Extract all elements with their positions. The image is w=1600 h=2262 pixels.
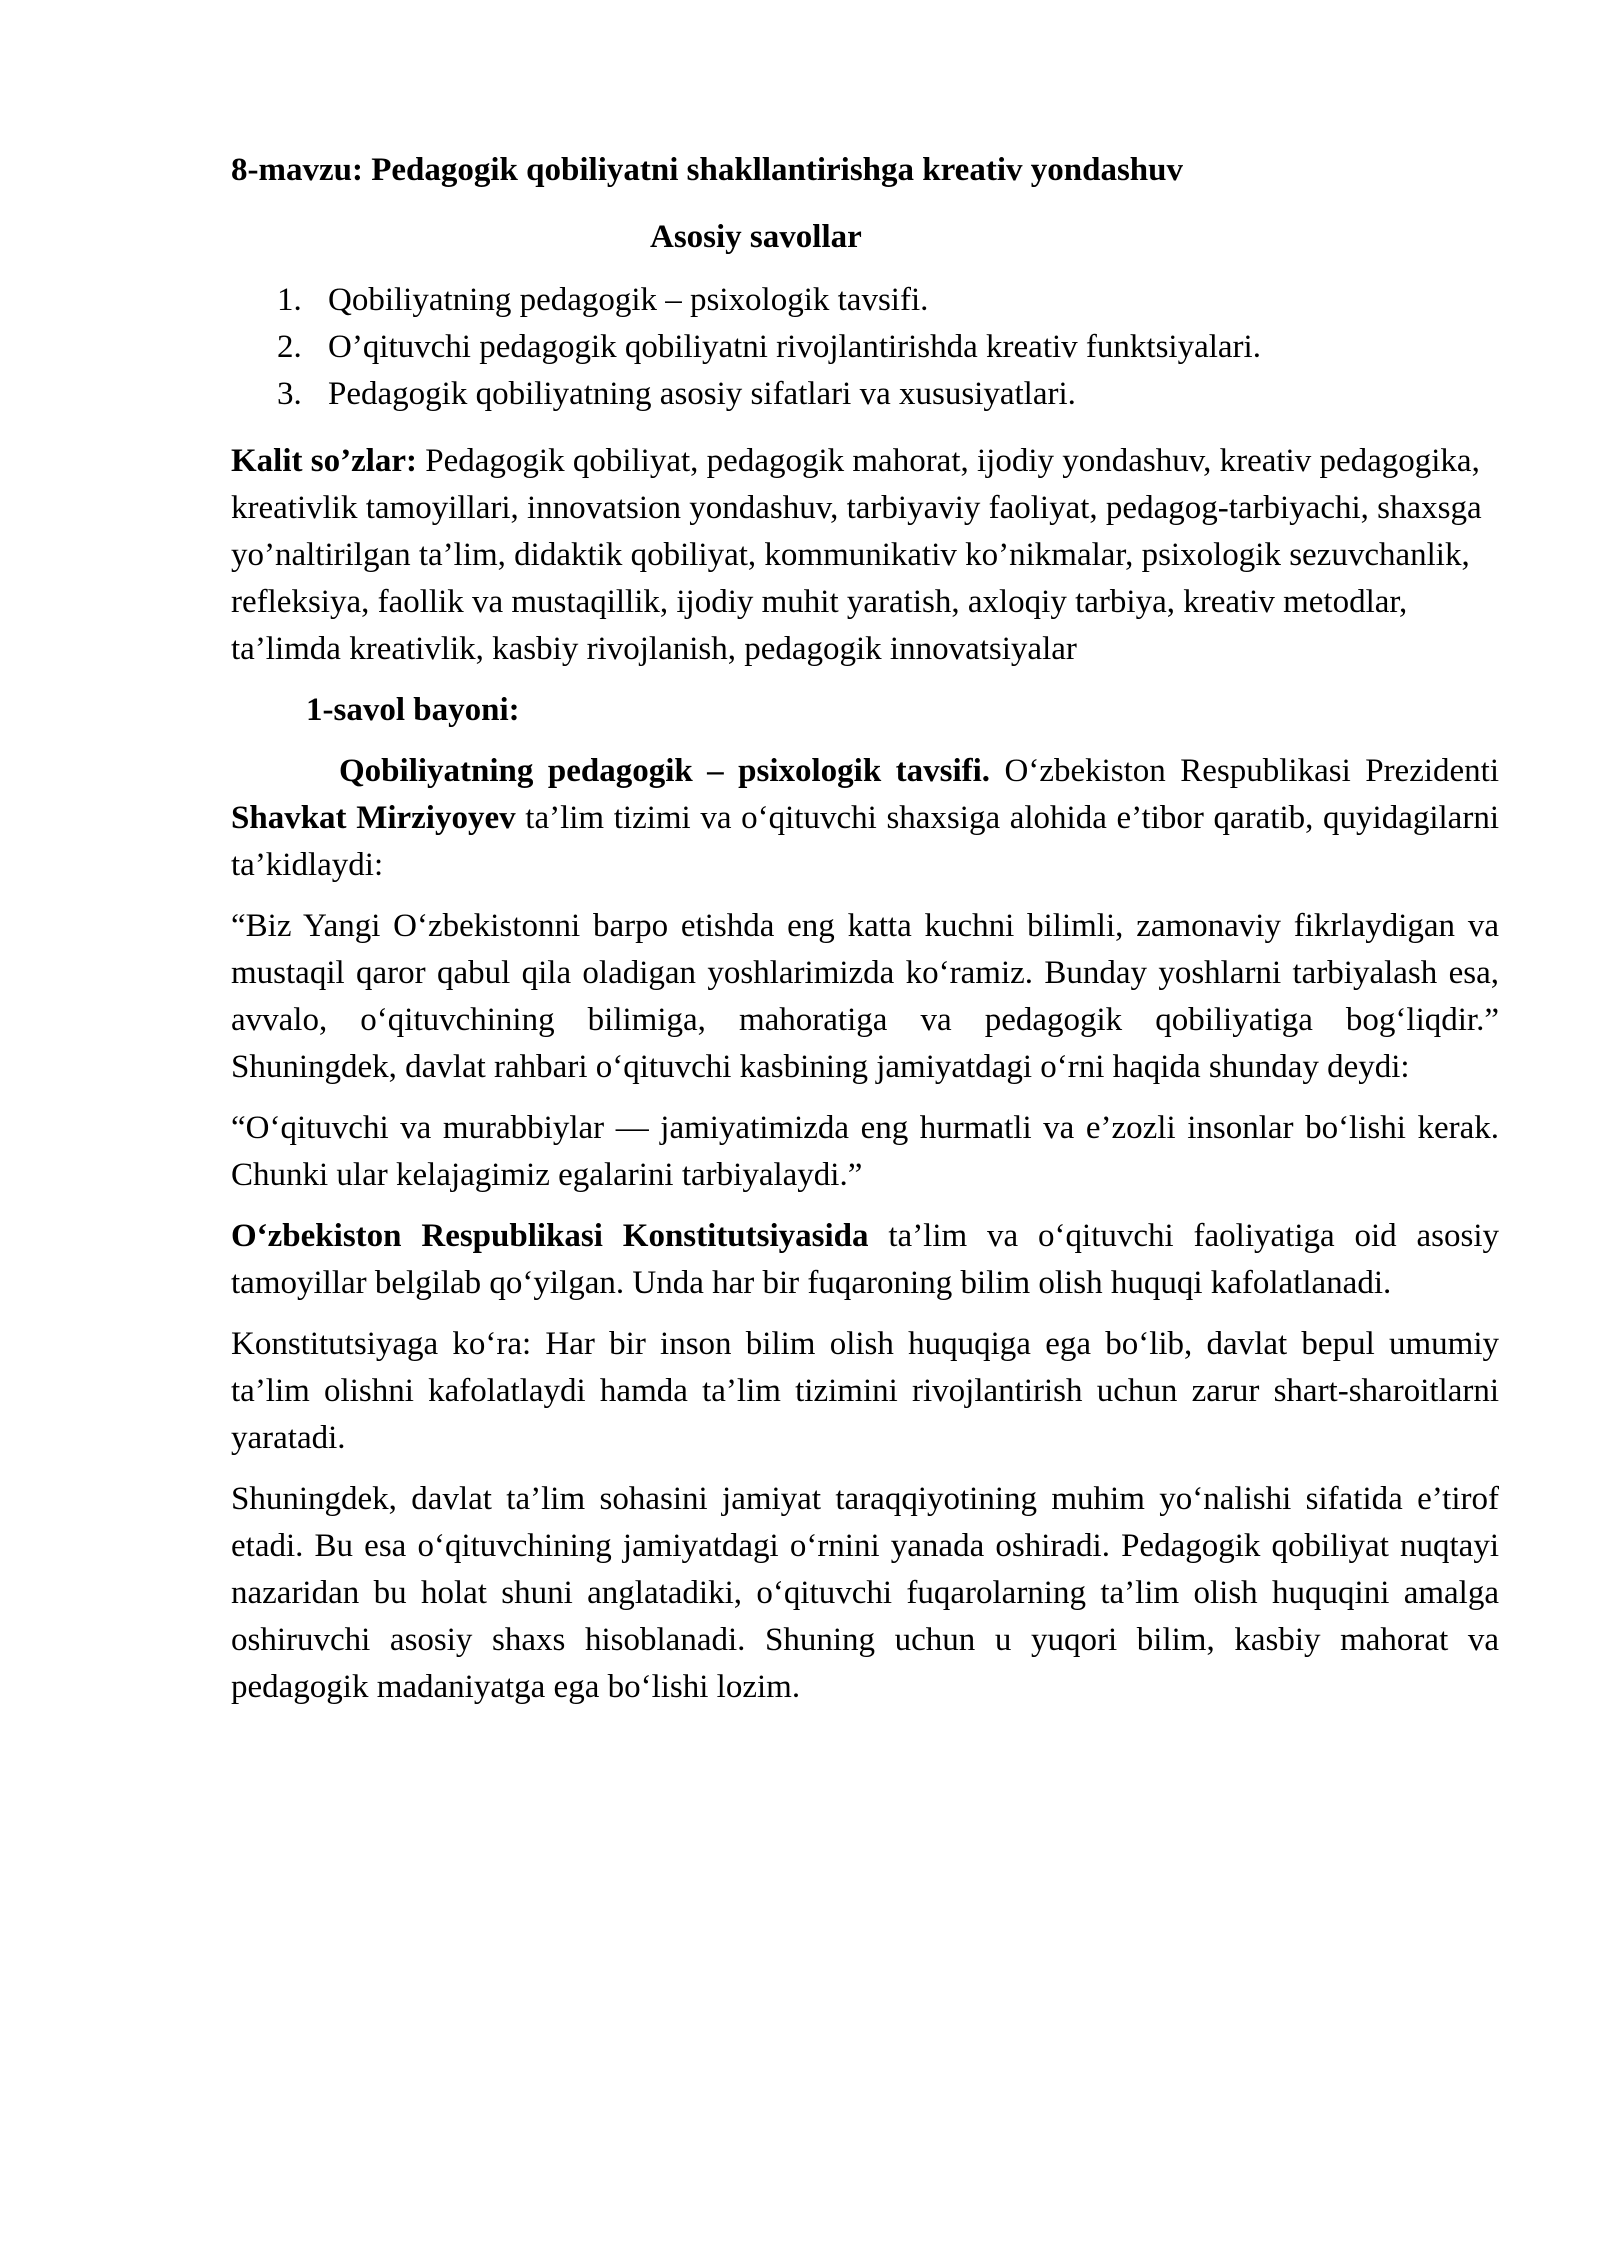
list-item	[231, 371, 1499, 418]
president-name: Shavkat Mirziyoyev	[231, 800, 516, 836]
question-list	[231, 277, 1499, 418]
subtitle: Asosiy savollar	[650, 219, 862, 255]
paragraph-1-text-2: ta’lim tizimi va o‘qituvchi shaxsiga alohida e’tibor qaratib, quyidagilarni ta’kidlaydi:	[231, 800, 1499, 883]
list-item-text: Pedagogik qobiliyatning asosiy sifatlari va xususiyatlari.	[328, 376, 1076, 412]
page-title: 8-mavzu: Pedagogik qobiliyatni shakllantirishga kreativ yondashuv	[231, 152, 1183, 188]
paragraph-1	[231, 748, 1499, 889]
constitution-term: O‘zbekiston Respublikasi Konstitutsiyasida	[231, 1218, 869, 1254]
keywords-text: Pedagogik qobiliyat, pedagogik mahorat, ijodiy yondashuv, kreativ pedagogika, kreativlik tamoyillari, innovatsion yondashuv, tarbiyaviy faoliyat, pedagog-tarbiyachi, shaxsga yo’naltirilgan ta’lim, didaktik qobiliyat, kommunikativ ko’nikmalar, psixologik sezuvchanlik, refleksiya, faollik va mustaqillik, ijodiy muhit yaratish, axloqiy tarbiya, kreativ metodlar, ta’limda kreativlik, kasbiy rivojlanish, pedagogik innovatsiyalar	[231, 443, 1482, 667]
paragraph-3: “O‘qituvchi va murabbiylar — jamiyatimizda eng hurmatli va e’zozli insonlar bo‘lishi kerak. Chunki ular kelajagimiz egalarini tarbiyalaydi.”	[231, 1110, 1499, 1193]
list-item	[231, 277, 1499, 324]
paragraph-2: “Biz Yangi O‘zbekistonni barpo etishda eng katta kuchni bilimli, zamonaviy fikrlaydigan va mustaqil qaror qabul qila oladigan yoshlarimizda ko‘ramiz. Bunday yoshlarni tarbiyalash esa, avvalo, o‘qituvchining bilimiga, mahoratiga va pedagogik qobiliyatiga bog‘liqdir.” Shuningdek, davlat rahbari o‘qituvchi kasbining jamiyatdagi o‘rni haqida shunday deydi:	[231, 908, 1499, 1085]
list-item-text: Qobiliyatning pedagogik – psixologik tavsifi.	[328, 282, 929, 318]
paragraph-4-text: ta’lim va o‘qituvchi faoliyatiga oid asosiy tamoyillar belgilab qo‘yilgan. Unda har bir fuqaroning bilim olish huquqi kafolatlanadi.	[231, 1218, 1499, 1301]
paragraph-4	[231, 1213, 1499, 1307]
keywords-paragraph	[231, 438, 1499, 673]
list-item-number: 1.	[277, 282, 302, 318]
list-item-number: 3.	[277, 376, 302, 412]
keywords-label: Kalit so’zlar:	[231, 443, 418, 479]
paragraph-1-lead: Qobiliyatning pedagogik – psixologik tavsifi.	[339, 753, 991, 789]
list-item-text: O’qituvchi pedagogik qobiliyatni rivojlantirishda kreativ funktsiyalari.	[328, 329, 1261, 365]
document-body	[231, 147, 1499, 1711]
paragraph-1-text: O‘zbekiston Respublikasi Prezidenti	[990, 753, 1500, 789]
list-item-number: 2.	[277, 329, 302, 365]
paragraph-5: Konstitutsiyaga ko‘ra: Har bir inson bilim olish huquqiga ega bo‘lib, davlat bepul umumiy ta’lim olishni kafolatlaydi hamda ta’lim tizimini rivojlantirish uchun zarur shart-sharoitlarni yaratadi.	[231, 1326, 1499, 1456]
paragraph-6: Shuningdek, davlat ta’lim sohasini jamiyat taraqqiyotining muhim yo‘nalishi sifatida e’tirof etadi. Bu esa o‘qituvchining jamiyatdagi o‘rnini yanada oshiradi. Pedagogik qobiliyat nuqtayi nazaridan bu holat shuni anglatadiki, o‘qituvchi fuqarolarning ta’lim olish huquqini amalga oshiruvchi asosiy shaxs hisoblanadi. Shuning uchun u yuqori bilim, kasbiy mahorat va pedagogik madaniyatga ega bo‘lishi lozim.	[231, 1481, 1499, 1705]
section-heading: 1-savol bayoni:	[306, 692, 520, 728]
list-item	[231, 324, 1499, 371]
